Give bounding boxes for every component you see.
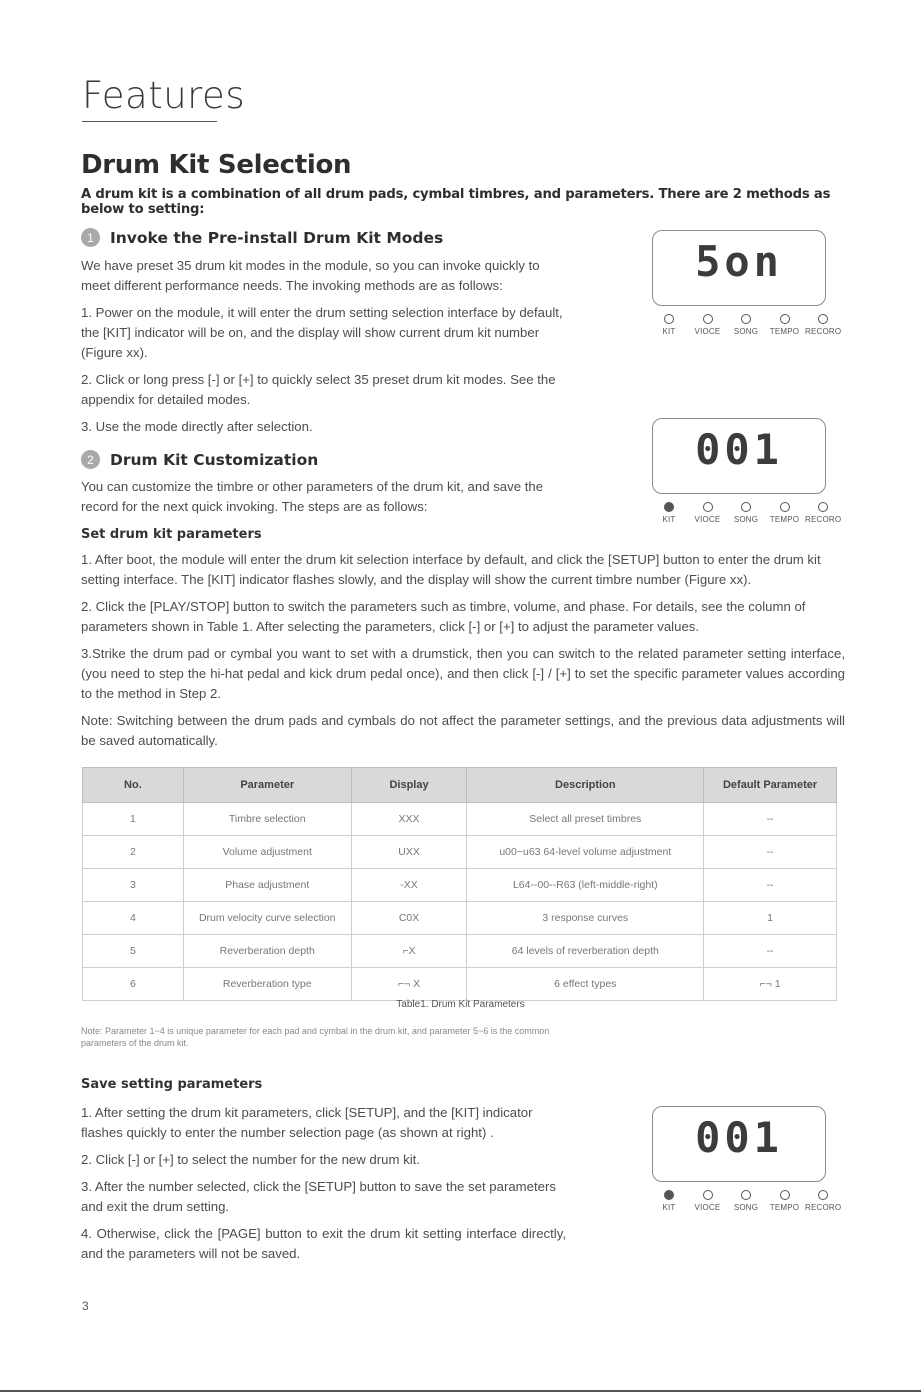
indicator-voice bbox=[690, 1190, 726, 1212]
title-underline bbox=[82, 121, 217, 122]
intro-text: A drum kit is a combination of all drum pads, cymbal timbres, and parameters. There are 2 methods as below to setting: bbox=[81, 187, 831, 217]
table-cell: 6 effect types bbox=[467, 968, 704, 1001]
indicator-led bbox=[703, 1190, 713, 1200]
parameters-table bbox=[82, 767, 837, 1001]
column-header-no: No. bbox=[83, 768, 184, 803]
table-cell: Select all preset timbres bbox=[467, 803, 704, 836]
indicator-led bbox=[741, 1190, 751, 1200]
indicator-label: RECORO bbox=[805, 515, 842, 524]
table-cell: Phase adjustment bbox=[183, 869, 351, 902]
indicator-label: VIOCE bbox=[694, 515, 721, 524]
table-cell: UXX bbox=[351, 836, 467, 869]
table-cell: 6 bbox=[83, 968, 184, 1001]
indicator-led bbox=[664, 314, 674, 324]
indicator-label: TEMPO bbox=[769, 327, 800, 336]
indicator-label: TEMPO bbox=[769, 1203, 800, 1212]
indicator-row bbox=[651, 1190, 841, 1212]
section2-step-1: 1. After boot, the module will enter the drum kit selection interface by default, and click the [SETUP] button to enter the drum kit setting interface. The [KIT] indicator flashes slowly, and the display will show the current timbre number (Figure xx). bbox=[81, 552, 821, 587]
indicator-label: SONG bbox=[733, 1203, 759, 1212]
table-cell: u00~u63 64-level volume adjustment bbox=[467, 836, 704, 869]
indicator-tempo bbox=[767, 502, 803, 524]
indicator-led bbox=[703, 502, 713, 512]
save-step-1: 1. After setting the drum kit parameters, click [SETUP], and the [KIT] indicator flashes quickly to enter the number selection page (as shown at right) . bbox=[81, 1105, 533, 1140]
display-figure-2 bbox=[651, 418, 841, 524]
table-cell: 3 response curves bbox=[467, 902, 704, 935]
save-step-3: 3. After the number selected, click the [SETUP] button to save the set parameters and exit the drum setting. bbox=[81, 1179, 556, 1214]
table-cell: -- bbox=[704, 935, 837, 968]
section2-title: Drum Kit Customization bbox=[110, 450, 319, 469]
table-caption: Table1. Drum Kit Parameters bbox=[396, 999, 525, 1010]
section2-note: Note: Switching between the drum pads and cymbals do not affect the parameter settings, and the previous data adjustments will be saved automatically. bbox=[81, 713, 845, 748]
section1-step-1: 1. Power on the module, it will enter the drum setting selection interface by default, the [KIT] indicator will be on, and the display will show current drum kit number (Figure xx). bbox=[81, 305, 563, 360]
table-cell: C0X bbox=[351, 902, 467, 935]
indicator-label: VIOCE bbox=[694, 1203, 721, 1212]
save-step-2: 2. Click [-] or [+] to select the number for the new drum kit. bbox=[81, 1152, 420, 1167]
section1-paragraph: We have preset 35 drum kit modes in the module, so you can invoke quickly to meet different performance needs. The invoking methods are as follows: bbox=[81, 258, 540, 293]
section2-number-badge: 2 bbox=[81, 450, 100, 469]
section1-step-2: 2. Click or long press [-] or [+] to quickly select 35 preset drum kit modes. See the appendix for detailed modes. bbox=[81, 372, 556, 407]
indicator-kit bbox=[651, 1190, 687, 1212]
section2-paragraph: You can customize the timbre or other parameters of the drum kit, and save the record for the next quick invoking. The steps are as follows: bbox=[81, 479, 544, 514]
table-cell: L64--00--R63 (left-middle-right) bbox=[467, 869, 704, 902]
section-title: Features bbox=[82, 74, 246, 117]
column-header-parameter: Parameter bbox=[183, 768, 351, 803]
indicator-record bbox=[805, 1190, 841, 1212]
lcd-screen bbox=[652, 230, 826, 306]
indicator-voice bbox=[690, 314, 726, 336]
indicator-led bbox=[780, 502, 790, 512]
page-heading: Drum Kit Selection bbox=[81, 150, 352, 180]
page-number: 3 bbox=[82, 1299, 89, 1313]
table-cell: -XX bbox=[351, 869, 467, 902]
table-cell: 5 bbox=[83, 935, 184, 968]
indicator-led bbox=[780, 314, 790, 324]
lcd-readout: 001 bbox=[695, 425, 783, 474]
indicator-voice bbox=[690, 502, 726, 524]
save-parameters-subhead: Save setting parameters bbox=[81, 1077, 263, 1092]
indicator-led bbox=[703, 314, 713, 324]
table-cell: 1 bbox=[704, 902, 837, 935]
indicator-tempo bbox=[767, 314, 803, 336]
indicator-led bbox=[780, 1190, 790, 1200]
set-parameters-subhead: Set drum kit parameters bbox=[81, 527, 262, 542]
indicator-led bbox=[741, 314, 751, 324]
indicator-label: SONG bbox=[733, 327, 759, 336]
indicator-led bbox=[818, 502, 828, 512]
bottom-rule bbox=[0, 1390, 921, 1392]
table-cell: ⌐X bbox=[351, 935, 467, 968]
table-cell: -- bbox=[704, 869, 837, 902]
indicator-led bbox=[664, 502, 674, 512]
indicator-kit bbox=[651, 502, 687, 524]
lcd-readout: 001 bbox=[695, 1113, 783, 1162]
indicator-label: KIT bbox=[662, 327, 676, 336]
lcd-screen bbox=[652, 418, 826, 494]
indicator-row bbox=[651, 502, 841, 524]
indicator-record bbox=[805, 314, 841, 336]
table-cell: 2 bbox=[83, 836, 184, 869]
table-cell: 4 bbox=[83, 902, 184, 935]
section1-number-badge: 1 bbox=[81, 228, 100, 247]
indicator-led bbox=[664, 1190, 674, 1200]
table-footnote: Note: Parameter 1~4 is unique parameter for each pad and cymbal in the drum kit, and parameter 5~6 is the common parameters of the drum kit. bbox=[81, 1026, 550, 1048]
indicator-song bbox=[728, 502, 764, 524]
column-header-display: Display bbox=[351, 768, 467, 803]
indicator-record bbox=[805, 502, 841, 524]
indicator-led bbox=[741, 502, 751, 512]
indicator-label: SONG bbox=[733, 515, 759, 524]
section2-step-3: 3.Strike the drum pad or cymbal you want to set with a drumstick, then you can switch to the related parameter setting interface, (you need to step the hi-hat pedal and kick drum pedal once), and then click [-] / [+] to set the specific parameter values according to the method in Step 2. bbox=[81, 646, 845, 701]
indicator-label: RECORO bbox=[805, 1203, 842, 1212]
indicator-song bbox=[728, 1190, 764, 1212]
display-figure-1 bbox=[651, 230, 841, 336]
table-cell: -- bbox=[704, 803, 837, 836]
lcd-readout: 5on bbox=[695, 237, 783, 286]
save-step-4: 4. Otherwise, click the [PAGE] button to exit the drum kit setting interface directly, and the parameters will not be saved. bbox=[81, 1226, 566, 1261]
table-row bbox=[83, 803, 837, 836]
section2-header bbox=[81, 450, 318, 469]
indicator-label: RECORO bbox=[805, 327, 842, 336]
section1-step-3: 3. Use the mode directly after selection. bbox=[81, 419, 313, 434]
column-header-description: Description bbox=[467, 768, 704, 803]
table-cell: -- bbox=[704, 836, 837, 869]
section1-title: Invoke the Pre-install Drum Kit Modes bbox=[110, 228, 444, 247]
indicator-tempo bbox=[767, 1190, 803, 1212]
indicator-led bbox=[818, 1190, 828, 1200]
indicator-song bbox=[728, 314, 764, 336]
indicator-label: KIT bbox=[662, 515, 676, 524]
table-cell: Reverberation type bbox=[183, 968, 351, 1001]
table-cell: ⌐¬ X bbox=[351, 968, 467, 1001]
section1-header bbox=[81, 228, 443, 247]
indicator-row bbox=[651, 314, 841, 336]
lcd-screen bbox=[652, 1106, 826, 1182]
table-row bbox=[83, 968, 837, 1001]
indicator-label: TEMPO bbox=[769, 515, 800, 524]
indicator-kit bbox=[651, 314, 687, 336]
table-row bbox=[83, 869, 837, 902]
section1-body bbox=[81, 256, 566, 444]
table-cell: Drum velocity curve selection bbox=[183, 902, 351, 935]
table-cell: Reverberation depth bbox=[183, 935, 351, 968]
indicator-led bbox=[818, 314, 828, 324]
table-cell: 1 bbox=[83, 803, 184, 836]
section2-step-2: 2. Click the [PLAY/STOP] button to switch the parameters such as timbre, volume, and phase. For details, see the column of parameters shown in Table 1. After selecting the parameters, click [-] or [+] to adjust the parameter values. bbox=[81, 599, 806, 634]
section2-steps bbox=[81, 550, 845, 758]
indicator-label: KIT bbox=[662, 1203, 676, 1212]
table-cell: 64 levels of reverberation depth bbox=[467, 935, 704, 968]
table-cell: 3 bbox=[83, 869, 184, 902]
table-cell: ⌐¬ 1 bbox=[704, 968, 837, 1001]
column-header-default: Default Parameter bbox=[704, 768, 837, 803]
table-cell: XXX bbox=[351, 803, 467, 836]
table-header-row bbox=[83, 768, 837, 803]
save-steps bbox=[81, 1103, 566, 1271]
table-cell: Timbre selection bbox=[183, 803, 351, 836]
table-row bbox=[83, 902, 837, 935]
table-cell: Volume adjustment bbox=[183, 836, 351, 869]
table-row bbox=[83, 935, 837, 968]
indicator-label: VIOCE bbox=[694, 327, 721, 336]
display-figure-3 bbox=[651, 1106, 841, 1212]
table-row bbox=[83, 836, 837, 869]
